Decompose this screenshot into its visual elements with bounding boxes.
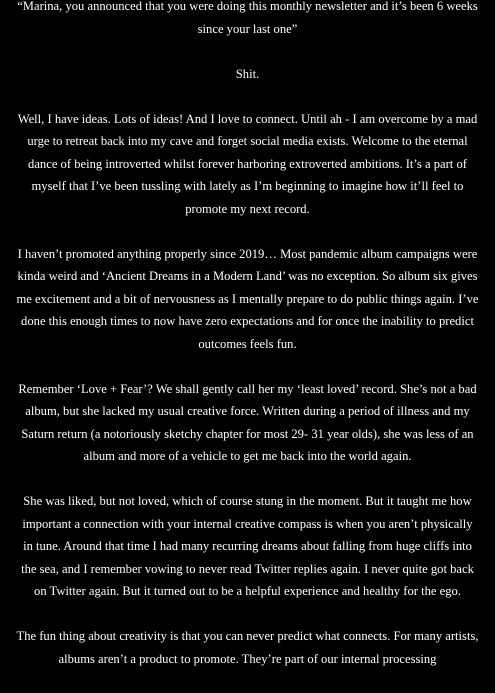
paragraph-love-fear: Remember ‘Love + Fear’? We shall gently call her my ‘least loved’ record. She’s not a bad album, but she lacked my usual creative force. Written during a period of illness and my Saturn return (a notoriously sketchy chapter for most 29- 31 year olds), she was less of an album and more of a vehicle to get me back into the world again.	[18, 381, 477, 463]
paragraph-promotion: I haven’t promoted anything properly since 2019… Most pandemic album campaigns were kinda weird and ‘Ancient Dreams in a Modern Land’ was no exception. So album six gives me excitement and a bit of nervousness as I mentally prepare to do public things again. I’ve done this enough times to now have zero expectations and for once the inability to predict outcomes feels fun.	[16, 246, 479, 351]
paragraph-creativity: The fun thing about creativity is that you can never predict what connects. For many artists, albums aren’t a product to promote. They’re part of our internal processing	[16, 629, 479, 666]
paragraph-liked-not-loved: She was liked, but not loved, which of course stung in the moment. But it taught me how important a connection with your internal creative compass is when you aren’t physically in tune. Around that time I had many recurring dreams about falling from huge cliffs into the sea, and I remember vowing to never read Twitter replies again. I never quite got back on Twitter again. But it turned out to be a helpful experience and healthy for the ego.	[21, 494, 474, 598]
paragraph-exclamation: Shit.	[235, 66, 260, 81]
paragraph-opening-quote: “Marina, you announced that you were doing this monthly newsletter and it’s been 6 weeks since your last one”	[17, 0, 478, 36]
paragraph-ideas: Well, I have ideas. Lots of ideas! And I love to connect. Until ah - I am overcome by a mad urge to retreat back into my cave and forget social media exists. Welcome to the eternal dance of being introverted whilst forever harboring extroverted ambitions. It’s a part of myself that I’ve been tussling with lately as I’m beginning to imagine how it’ll feel to promote my next record.	[17, 111, 478, 216]
